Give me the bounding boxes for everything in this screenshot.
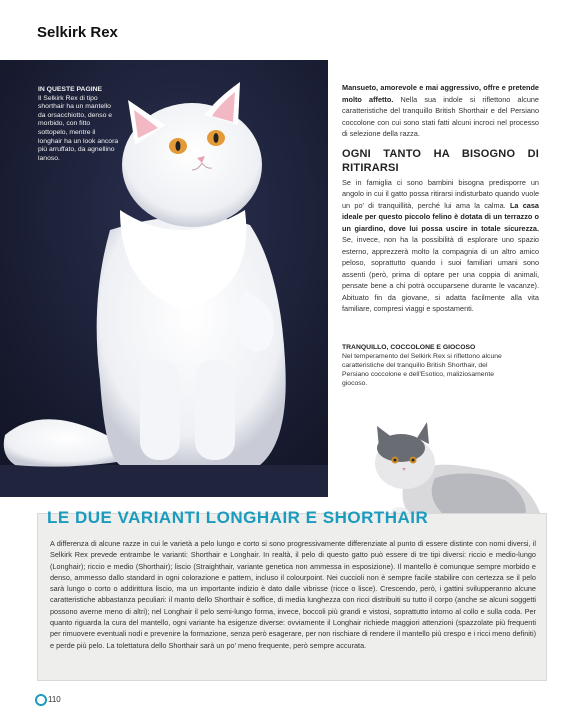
- page-number: 110: [48, 695, 61, 705]
- body-rest: Se, invece, non ha la possibilità di esplorare uno spazio esterno, apprezzerà molto la compagnia di un altro amico peloso, soprattutto quando i suoi familiari umani sono assenti (però, prima di optare per una coppia di animali, pensate bene a chi potrà occuparsene durante le vacanze). Abituato fin da giovane, si adatta facilmente alla vita familiare, compresi viaggi e spostamenti.: [342, 235, 539, 313]
- info-box-title: LE DUE VARIANTI LONGHAIR E SHORTHAIR: [47, 508, 429, 527]
- info-box-text: A differenza di alcune razze in cui le varietà a pelo lungo e corto si sono progressivamente differenziate al punto di essere distinte con nomi diversi, il Selkirk Rex prevede entrambe le varianti: Shorthair e Longhair. In realtà, il pelo di questo gatto può essere di tre tipi diversi: riccio e medio-lungo (Longhair); riccio e medio (Shorthair); liscio (Straighthair, variante genetica non ammessa in esposizione). Il mantello è comunque sempre morbido e denso, ammesso dallo standard in ogni colorazione e pattern, incluso il colourpoint. Nei cuccioli non è sempre facile stabilire con certezza se il pelo sarà lungo o corto o addirittura liscio, ma un importante indizio è dato dalle vibrisse (ricce o lisce). Crescendo, però, i gattini svilupperanno alcune caratteristiche abbastanza peculiari: il manto dello Shorthair è soffice, di media lunghezza con ricci distribuiti su tutto il corpo (anche se alcuni soggetti possono averne meno di altri); nel Longhair il pelo semi-lungo forma, invece, boccoli più grandi e vistosi, soprattutto intorno al collo e sulla coda. Per quanto riguarda la cura del mantello, ogni variante ha esigenze diverse: ovviamente il Longhair richiede maggiori attenzioni (spazzolate più frequenti per rimuovere eventuali nodi e prevenire la formazione, senza però esagerare, per non rischiare di rendere il mantello più crespo e i ricci meno definiti) e perde più pelo. La tolettatura dello Shorthair sarà un po' meno frequente, però sempre accurata.: [50, 539, 536, 650]
- kitten-caption-lead: TRANQUILLO, COCCOLONE E GIOCOSO: [342, 344, 476, 351]
- body-bold: La casa ideale per questo piccolo felino è dotata di un terrazzo o un giardino, dove lui possa uscire in totale sicurezza.: [342, 200, 539, 233]
- intro-rest: Nella sua indole si riflettono alcune caratteristiche del tranquillo British Shorthair e del Persiano coccolone con cui sono stati fatti alcuni incroci nel processo di selezione della razza.: [342, 94, 539, 138]
- page-footer: [35, 694, 61, 706]
- photo-caption-lead: IN QUESTE PAGINE: [38, 86, 103, 93]
- photo-caption: [38, 86, 120, 163]
- body-paragraph: [342, 177, 539, 315]
- intro-paragraph: [342, 82, 539, 140]
- section-subtitle: OGNI TANTO HA BISOGNO DI RITIRARSI: [342, 147, 539, 174]
- intro-bold: Mansueto, amorevole e mai aggressivo, offre e pretende molto affetto.: [342, 83, 539, 104]
- magazine-logo-icon: [35, 694, 47, 706]
- body-start: Se in famiglia ci sono bambini bisogna predisporre un angolo in cui il gatto possa ritirarsi indisturbato quando vuole un po' di tranquillità, perché lui ama la calma.: [342, 177, 539, 210]
- page-header-title: Selkirk Rex: [37, 24, 118, 41]
- kitten-caption: [342, 343, 512, 388]
- kitten-caption-text: Nel temperamento del Selkirk Rex si riflettono alcune caratteristiche del tranquillo British Shorthair, del Persiano coccolone e dell'Esotico, maliziosamente giocoso.: [342, 353, 502, 387]
- photo-caption-text: Il Selkirk Rex di tipo shorthair ha un mantello da orsacchiotto, denso e morbido, con fitto sottopelo, mentre il longhair ha un look ancora più arruffato, da agnellino lanoso.: [38, 94, 119, 162]
- right-column-text: [342, 82, 539, 315]
